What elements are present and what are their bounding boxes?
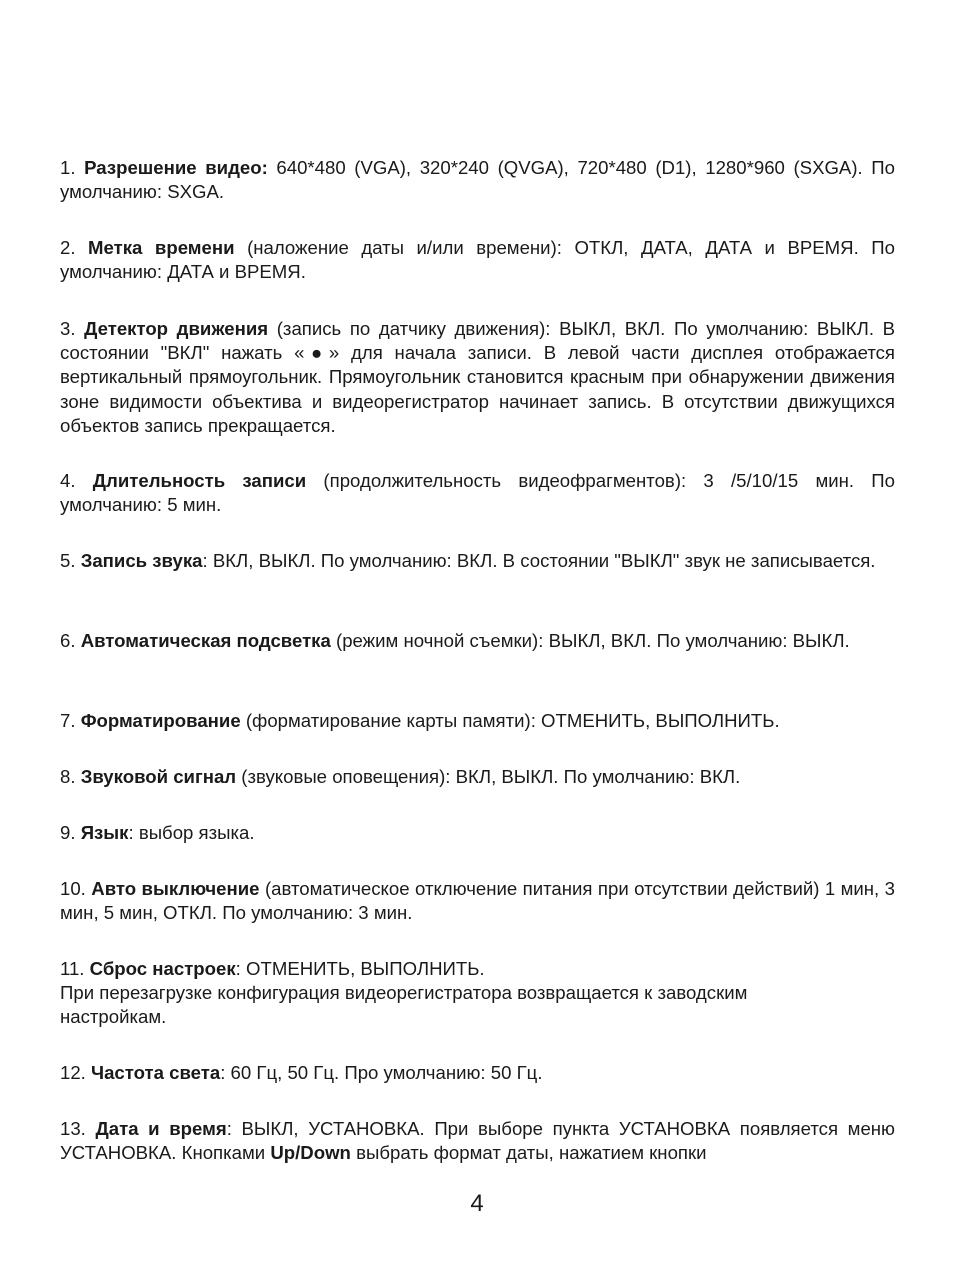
settings-item-date-time bbox=[60, 1117, 895, 1165]
item-title: Форматирование bbox=[80, 710, 241, 731]
settings-item-light-frequency bbox=[60, 1061, 895, 1085]
settings-item-reset bbox=[60, 957, 895, 1030]
item-number: 3. bbox=[60, 318, 76, 339]
item-title: Запись звука bbox=[80, 550, 203, 571]
item-number: 12. bbox=[60, 1062, 86, 1083]
settings-item-motion-detector bbox=[60, 317, 895, 438]
item-text: (автоматическое отключение питания при отсутствии действий) 1 мин, 3 мин, 5 мин, ОТКЛ. По умолчанию: 3 мин. bbox=[60, 878, 895, 924]
item-number: 1. bbox=[60, 157, 76, 178]
item-number: 11. bbox=[60, 958, 85, 979]
item-text: : ВЫКЛ, УСТАНОВКА. При выборе пункта УСТАНОВКА появляется меню УСТАНОВКА. Кнопками bbox=[60, 1118, 895, 1164]
item-title: Детектор движения bbox=[84, 318, 269, 339]
settings-item-record-duration bbox=[60, 469, 895, 517]
item-title: Метка времени bbox=[88, 237, 235, 258]
item-text-continued: выбрать формат даты, нажатием кнопки bbox=[350, 1142, 707, 1164]
settings-item-sound-recording bbox=[60, 549, 895, 573]
item-title: Частота света bbox=[91, 1062, 221, 1083]
item-number: 5. bbox=[60, 550, 76, 571]
item-title: Разрешение видео: bbox=[84, 157, 268, 178]
settings-item-formatting bbox=[60, 709, 895, 733]
item-text: : 60 Гц, 50 Гц. Про умолчанию: 50 Гц. bbox=[220, 1062, 543, 1083]
item-text: (форматирование карты памяти): ОТМЕНИТЬ, ВЫПОЛНИТЬ. bbox=[240, 710, 780, 731]
item-text: (звуковые оповещения): ВКЛ, ВЫКЛ. По умолчанию: ВКЛ. bbox=[236, 766, 741, 787]
item-text: (наложение даты и/или времени): ОТКЛ, ДАТА, ДАТА и ВРЕМЯ. По умолчанию: ДАТА и ВРЕМЯ. bbox=[60, 237, 895, 283]
item-title: Сброс настроек bbox=[89, 958, 236, 979]
item-number: 7. bbox=[60, 710, 76, 731]
settings-item-video-resolution bbox=[60, 156, 895, 204]
item-title: Авто выключение bbox=[91, 878, 260, 899]
item-title: Длительность записи bbox=[92, 470, 307, 491]
item-number: 9. bbox=[60, 822, 76, 843]
item-text: (режим ночной съемки): ВЫКЛ, ВКЛ. По умолчанию: ВЫКЛ. bbox=[330, 630, 850, 651]
item-text: : выбор языка. bbox=[128, 822, 255, 843]
item-number: 13. bbox=[60, 1118, 86, 1139]
item-keyword: Up/Down bbox=[270, 1142, 351, 1164]
settings-item-auto-backlight bbox=[60, 629, 895, 653]
item-number: 4. bbox=[60, 470, 76, 491]
settings-item-auto-power-off bbox=[60, 877, 895, 925]
item-number: 2. bbox=[60, 237, 76, 258]
item-text: : ОТМЕНИТЬ, ВЫПОЛНИТЬ. bbox=[235, 958, 485, 979]
item-number: 6. bbox=[60, 630, 76, 651]
item-text: : ВКЛ, ВЫКЛ. По умолчанию: ВКЛ. В состоянии "ВЫКЛ" звук не записывается. bbox=[202, 550, 876, 571]
page-number: 4 bbox=[470, 1190, 484, 1217]
item-number: 10. bbox=[60, 878, 86, 899]
item-title: Язык bbox=[80, 822, 129, 843]
settings-item-timestamp bbox=[60, 236, 895, 284]
item-text: 640*480 (VGA), 320*240 (QVGA), 720*480 (D1), 1280*960 (SXGA). По умолчанию: SXGA. bbox=[60, 157, 895, 203]
settings-item-beep bbox=[60, 765, 895, 789]
item-title: Дата и время bbox=[95, 1118, 227, 1139]
reset-line bbox=[60, 957, 895, 981]
item-title: Звуковой сигнал bbox=[80, 766, 237, 787]
item-text: (запись по датчику движения): ВЫКЛ, ВКЛ. По умолчанию: ВЫКЛ. В состоянии "ВКЛ" нажать «●» для начала записи. В левой части дисплея отображается вертикальный прямоугольник. Прямоугольник становится красным при обнаружении движения зоне видимости объектива и видеорегистратор начинает запись. В отсутствии движущихся объектов запись прекращается. bbox=[60, 318, 895, 436]
item-number: 8. bbox=[60, 766, 76, 787]
item-title: Автоматическая подсветка bbox=[80, 630, 331, 651]
reset-description: При перезагрузке конфигурация видеорегистратора возвращается к заводским настройкам. bbox=[60, 982, 748, 1028]
item-text: (продолжительность видеофрагментов): 3 /5/10/15 мин. По умолчанию: 5 мин. bbox=[60, 470, 895, 516]
settings-item-language bbox=[60, 821, 895, 845]
